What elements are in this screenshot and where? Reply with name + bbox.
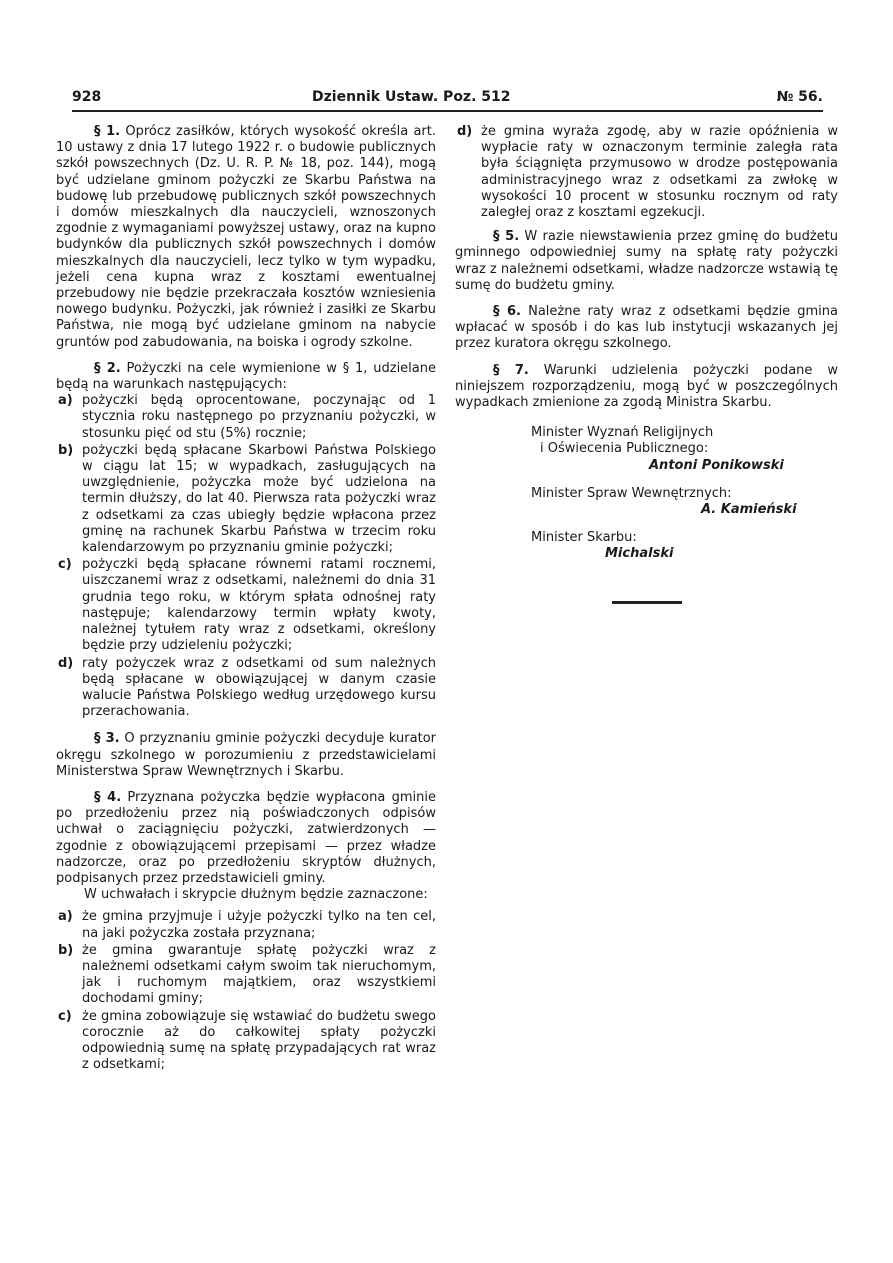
signature-minister-interior [531, 486, 838, 518]
left-column [56, 124, 436, 1074]
section-3-text: O przyznaniu gminie pożyczki decyduje kurator okręgu szkolnego w porozumieniu z przedstawicielami Ministerstwa Spraw Wewnętrznych i Skarbu. [56, 731, 437, 779]
signatures [531, 425, 838, 562]
section-2-item-c [56, 557, 436, 654]
section-1-mark: § 1. [94, 124, 121, 139]
signature-title: Minister Spraw Wewnętrznych: [531, 485, 732, 501]
item-text: że gmina wyraża zgodę, aby w razie opóźnienia w wypłacie raty w oznaczonym terminie zaległa rata była ściągnięta przymusowo w drodze postępowania administracyjnego wraz z odsetkami za zwłokę w wysokości 10 procent w stosunku rocznym od raty zaległej oraz z kosztami egzekucji. [481, 124, 838, 221]
item-label: b) [58, 442, 74, 458]
page-number: 928 [72, 89, 102, 105]
section-4-item-b [56, 943, 436, 1008]
signature-minister-treasury [531, 530, 838, 562]
section-4-note: W uchwałach i skrypcie dłużnym będzie zaznaczone: [84, 887, 428, 903]
item-label: a) [58, 393, 73, 409]
item-text: że gmina gwarantuje spłatę pożyczki wraz z należnemi odsetkami całym swoim tak nieruchomym, jak i ruchomym majątkiem, oraz wszystkiemi dochodami gminy; [82, 942, 436, 1007]
signature-minister-education [531, 425, 838, 474]
section-7-text: Warunki udzielenia pożyczki podane w niniejszem rozporządzeniu, mogą być w poszczególnych wypadkach zmienione za zgodą Ministra Skarbu. [455, 362, 838, 411]
section-2-text: Pożyczki na cele wymienione w § 1, udzielane będą na warunkach następujących: [56, 360, 436, 393]
section-1 [56, 124, 436, 351]
item-text: że gmina zobowiązuje się wstawiać do budżetu swego corocznie aż do całkowitej spłaty pożyczki odpowiednią sumę na spłatę przypadających rat wraz z odsetkami; [82, 1008, 436, 1073]
section-5 [455, 229, 838, 294]
section-2-item-a [56, 393, 436, 442]
section-2-item-d [56, 656, 436, 721]
item-label: c) [58, 557, 72, 573]
issue-number: № 56. [776, 89, 823, 105]
header-rule [72, 110, 823, 112]
item-text: pożyczki będą spłacane Skarbowi Państwa Polskiego w ciągu lat 15; w wypadkach, zasługujących na uwzględnienie, pożyczka może być udzielona na termin dłuższy, do lat 40. Pierwsza rata pożyczki wraz z odsetkami za czas ubiegły będzie wpłacona przez gminę na rachunek Skarbu Państwa w trzecim roku kalendarzowym po przyznaniu gminie pożyczki; [82, 442, 436, 556]
item-text: pożyczki będą oprocentowane, poczynając od 1 stycznia roku następnego po przyznaniu pożyczki, w stosunku pięć od stu (5%) rocznie; [82, 393, 436, 441]
item-label: d) [457, 124, 473, 139]
section-7-mark: § 7. [493, 362, 529, 378]
section-4-text: Przyznana pożyczka będzie wypłacona gminie po przedłożeniu przez nią poświadczonych odpisów uchwał o zaciągnięciu pożyczki, zatwierdzonych — zgodnie z obowiązującemi przepisami — przez władze nadzorcze, oraz po przedłożeniu skryptów dłużnych, podpisanych przez przedstawicieli gminy. [56, 789, 436, 886]
section-2-mark: § 2. [94, 360, 121, 376]
closing-rule [612, 601, 682, 604]
page-header [72, 89, 823, 109]
signature-name: Antoni Ponikowski [649, 457, 784, 473]
section-5-mark: § 5. [493, 229, 520, 245]
section-1-text: Oprócz zasiłków, których wysokość określa art. 10 ustawy z dnia 17 lutego 1922 r. o budowie publicznych szkół powszechnych (Dz. U. R. P. № 18, poz. 144), mogą być udzielane gminom pożyczki ze Skarbu Państwa na budowę lub przebudowę publicznych szkół powszechnych i domów mieszkalnych dla nauczycieli, wznoszonych zgodnie z wymaganiami powyższej ustawy, oraz na kupno budynków dla publicznych szkół powszechnych i domów mieszkalnych dla nauczycieli, lecz tylko w tym wypadku, jeżeli cena kupna wraz z kosztami ewentualnej przebudowy nie będzie przekraczała kosztów wzniesienia nowego budynku. Pożyczki, jak również i zasiłki ze Skarbu Państwa, nie mogą być udzielane gminom na nabycie gruntów pod zabudowania, na boiska i ogrody szkolne. [56, 124, 436, 350]
item-label: c) [58, 1008, 72, 1024]
section-2 [56, 361, 436, 393]
item-label: a) [58, 909, 73, 925]
section-2-item-b [56, 443, 436, 556]
section-6 [455, 304, 838, 353]
item-label: b) [58, 942, 74, 958]
item-text: pożyczki będą spłacane równemi ratami rocznemi, uiszczanemi wraz z odsetkami, należnemi do dnia 31 grudnia tego roku, w którym spłata odnośnej raty następuje; kalendarzowy termin wpłaty kwoty, należnej tytułem raty wraz z odsetkami, określony będzie przy udzieleniu pożyczki; [82, 557, 436, 654]
section-4-item-d [455, 124, 838, 221]
signature-name: Michalski [605, 546, 674, 562]
section-6-text: Należne raty wraz z odsetkami będzie gmina wpłacać w sposób i do kas lub instytucji wskazanych jej przez kuratora okręgu szkolnego. [455, 304, 839, 352]
item-text: raty pożyczek wraz z odsetkami od sum należnych będą spłacane w obowiązującej w danym czasie walucie Państwa Polskiego według urzędowego kursu przerachowania. [82, 655, 436, 720]
signature-title: Minister Wyznań Religijnych [531, 425, 714, 441]
signature-title: Minister Skarbu: [531, 530, 637, 546]
section-3-mark: § 3. [94, 731, 120, 747]
section-3 [56, 731, 436, 780]
section-5-text: W razie niewstawienia przez gminę do budżetu gminnego odpowiedniej sumy na spłatę raty pożyczki wraz z należnemi odsetkami, władze nadzorcze wstawią tę sumę do budżetu gminy. [455, 229, 839, 293]
section-6-mark: § 6. [493, 304, 521, 320]
right-column [455, 124, 838, 575]
signature-name: A. Kamieński [701, 502, 797, 518]
section-4 [56, 790, 436, 887]
journal-title: Dziennik Ustaw. Poz. 512 [312, 89, 511, 105]
section-4-item-a [56, 909, 436, 941]
section-7 [455, 363, 838, 412]
item-text: że gmina przyjmuje i użyje pożyczki tylko na ten cel, na jaki pożyczka została przyznana; [82, 909, 436, 941]
signature-title-cont: i Oświecenia Publicznego: [540, 441, 709, 457]
section-4-item-c [56, 1009, 436, 1074]
item-label: d) [58, 655, 74, 671]
section-4-mark: § 4. [94, 789, 122, 805]
